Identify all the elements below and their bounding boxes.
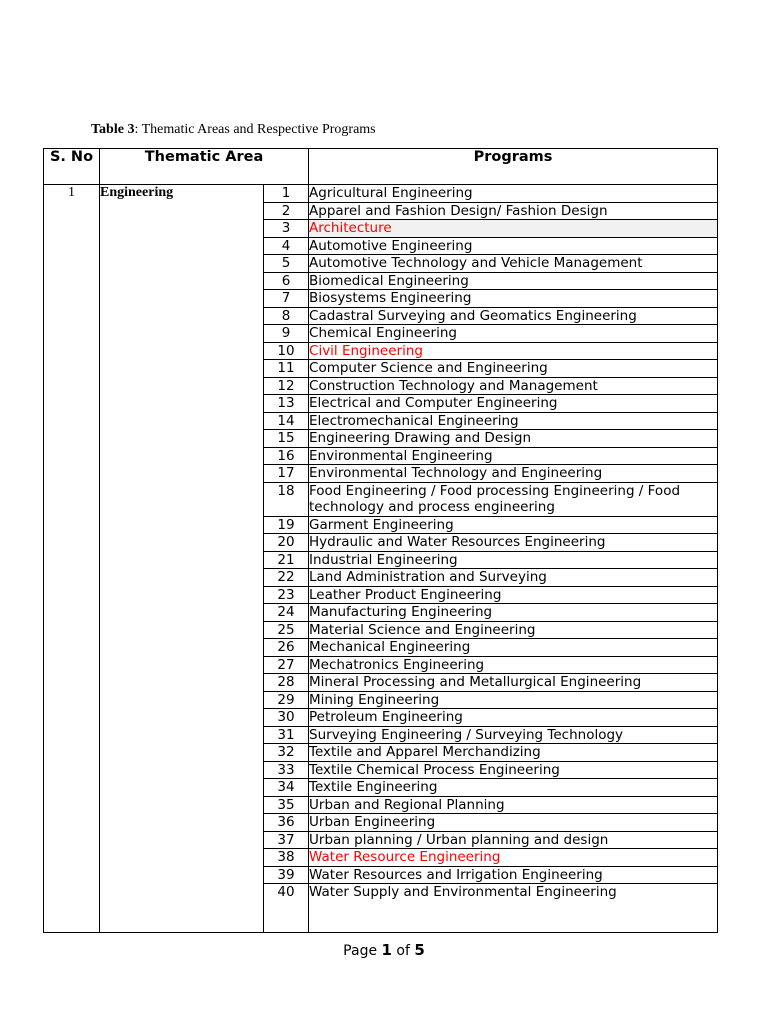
program-name: Industrial Engineering <box>309 551 718 569</box>
program-number: 31 <box>264 726 309 744</box>
program-name: Food Engineering / Food processing Engineering / Food technology and process engineering <box>309 482 718 516</box>
table-body <box>44 185 718 933</box>
program-number: 17 <box>264 465 309 483</box>
program-number: 8 <box>264 307 309 325</box>
programs-table <box>43 148 718 933</box>
program-number: 3 <box>264 220 309 238</box>
program-name: Land Administration and Surveying <box>309 569 718 587</box>
page-footer <box>0 941 768 959</box>
program-name: Automotive Engineering <box>309 237 718 255</box>
program-number: 7 <box>264 290 309 308</box>
program-name: Mining Engineering <box>309 691 718 709</box>
program-number: 25 <box>264 621 309 639</box>
program-number: 21 <box>264 551 309 569</box>
program-name: Manufacturing Engineering <box>309 604 718 622</box>
header-thematic-area: Thematic Area <box>100 149 309 185</box>
program-number: 15 <box>264 430 309 448</box>
program-number: 40 <box>264 884 309 933</box>
program-number: 19 <box>264 516 309 534</box>
program-number: 34 <box>264 779 309 797</box>
program-number: 28 <box>264 674 309 692</box>
caption-text: Thematic Areas and Respective Programs <box>141 122 376 137</box>
program-number: 24 <box>264 604 309 622</box>
program-name: Computer Science and Engineering <box>309 360 718 378</box>
program-number: 32 <box>264 744 309 762</box>
program-name: Biomedical Engineering <box>309 272 718 290</box>
program-name: Textile Engineering <box>309 779 718 797</box>
program-name: Water Resources and Irrigation Engineering <box>309 866 718 884</box>
program-name: Petroleum Engineering <box>309 709 718 727</box>
program-number: 5 <box>264 255 309 273</box>
program-number: 12 <box>264 377 309 395</box>
program-name: Garment Engineering <box>309 516 718 534</box>
program-number: 14 <box>264 412 309 430</box>
program-name: Chemical Engineering <box>309 325 718 343</box>
program-name: Textile Chemical Process Engineering <box>309 761 718 779</box>
program-name: Urban Engineering <box>309 814 718 832</box>
program-name: Agricultural Engineering <box>309 185 718 203</box>
program-name: Mineral Processing and Metallurgical Engineering <box>309 674 718 692</box>
program-number: 35 <box>264 796 309 814</box>
footer-page-word: Page <box>343 943 378 959</box>
program-name: Leather Product Engineering <box>309 586 718 604</box>
footer-total-pages: 5 <box>414 941 425 959</box>
program-name: Engineering Drawing and Design <box>309 430 718 448</box>
program-name: Water Supply and Environmental Engineering <box>309 884 718 933</box>
table-row <box>44 185 718 203</box>
program-name: Electrical and Computer Engineering <box>309 395 718 413</box>
program-number: 11 <box>264 360 309 378</box>
program-number: 26 <box>264 639 309 657</box>
program-number: 23 <box>264 586 309 604</box>
table-caption <box>91 122 376 138</box>
program-name: Civil Engineering <box>309 342 718 360</box>
program-name: Environmental Technology and Engineering <box>309 465 718 483</box>
program-number: 30 <box>264 709 309 727</box>
program-number: 13 <box>264 395 309 413</box>
program-name: Mechanical Engineering <box>309 639 718 657</box>
program-number: 37 <box>264 831 309 849</box>
program-name: Cadastral Surveying and Geomatics Engineering <box>309 307 718 325</box>
footer-current-page: 1 <box>381 941 392 959</box>
program-name: Electromechanical Engineering <box>309 412 718 430</box>
program-name: Environmental Engineering <box>309 447 718 465</box>
program-number: 1 <box>264 185 309 203</box>
caption-separator: : <box>134 122 142 137</box>
program-name: Hydraulic and Water Resources Engineering <box>309 534 718 552</box>
program-number: 36 <box>264 814 309 832</box>
row-sno: 1 <box>44 185 100 933</box>
program-name: Urban and Regional Planning <box>309 796 718 814</box>
program-number: 27 <box>264 656 309 674</box>
program-number: 22 <box>264 569 309 587</box>
program-number: 18 <box>264 482 309 516</box>
program-name: Apparel and Fashion Design/ Fashion Design <box>309 202 718 220</box>
program-name: Water Resource Engineering <box>309 849 718 867</box>
program-number: 16 <box>264 447 309 465</box>
program-number: 6 <box>264 272 309 290</box>
program-number: 20 <box>264 534 309 552</box>
header-row <box>44 149 718 185</box>
program-name: Urban planning / Urban planning and design <box>309 831 718 849</box>
program-number: 4 <box>264 237 309 255</box>
header-programs: Programs <box>309 149 718 185</box>
program-name: Material Science and Engineering <box>309 621 718 639</box>
program-name: Construction Technology and Management <box>309 377 718 395</box>
program-name: Surveying Engineering / Surveying Technology <box>309 726 718 744</box>
program-number: 2 <box>264 202 309 220</box>
program-number: 38 <box>264 849 309 867</box>
caption-label: Table 3 <box>91 122 135 137</box>
program-number: 9 <box>264 325 309 343</box>
thematic-area-engineering: Engineering <box>100 185 264 933</box>
program-number: 33 <box>264 761 309 779</box>
program-number: 29 <box>264 691 309 709</box>
program-name: Textile and Apparel Merchandizing <box>309 744 718 762</box>
program-name: Biosystems Engineering <box>309 290 718 308</box>
program-name: Automotive Technology and Vehicle Management <box>309 255 718 273</box>
program-number: 10 <box>264 342 309 360</box>
header-sno: S. No <box>44 149 100 185</box>
program-name: Mechatronics Engineering <box>309 656 718 674</box>
footer-of-word: of <box>396 943 410 959</box>
program-number: 39 <box>264 866 309 884</box>
program-name: Architecture <box>309 220 718 238</box>
